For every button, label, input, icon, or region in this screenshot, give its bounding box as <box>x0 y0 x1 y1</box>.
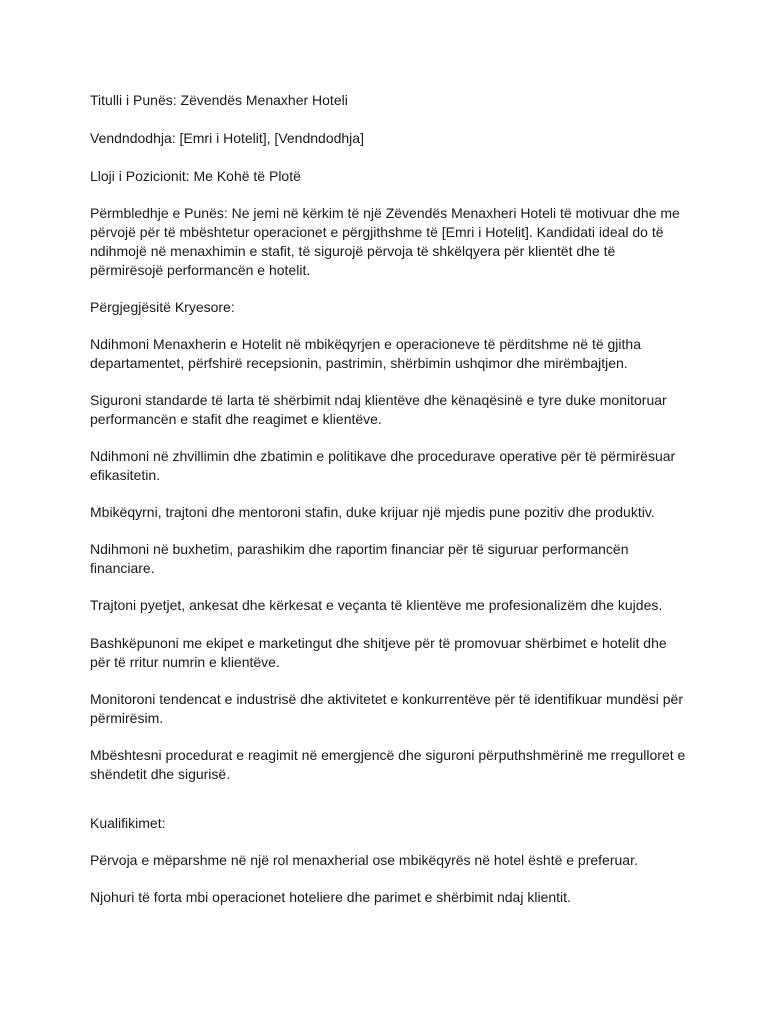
responsibility-item: Trajtoni pyetjet, ankesat dhe kërkesat e veçanta të klientëve me profesionalizëm dhe kujdes. <box>90 597 663 613</box>
document-page <box>90 91 690 907</box>
position-type-line: Lloji i Pozicionit: Me Kohë të Plotë <box>90 168 301 184</box>
job-title-line: Titulli i Punës: Zëvendës Menaxher Hoteli <box>90 92 348 108</box>
qualification-item: Përvoja e mëparshme në një rol menaxherial ose mbikëqyrës në hotel është e preferuar. <box>90 852 638 868</box>
responsibility-item: Siguroni standarde të larta të shërbimit ndaj klientëve dhe kënaqësinë e tyre duke monitoruar performancën e stafit dhe reagimet e klientëve. <box>90 392 667 427</box>
qualification-item: Njohuri të forta mbi operacionet hoteliere dhe parimet e shërbimit ndaj klientit. <box>90 889 571 905</box>
responsibility-item: Ndihmoni në zhvillimin dhe zbatimin e politikave dhe procedurave operative për të përmirësuar efikasitetin. <box>90 448 676 483</box>
responsibility-item: Mbështesni procedurat e reagimit në emergjencë dhe siguroni përputhshmërinë me rregulloret e shëndetit dhe sigurisë. <box>90 747 686 782</box>
job-summary: Përmbledhje e Punës: Ne jemi në kërkim të një Zëvendës Menaxheri Hoteli të motivuar dhe me përvojë për të mbështetur operacionet e përgjithshme të [Emri i Hotelit]. Kandidati ideal do të ndihmojë në menaxhimin e stafit, të sigurojë përvoja të shkëlqyera për klientët dhe të përmirësojë performancën e hotelit. <box>90 205 680 278</box>
responsibility-item: Ndihmoni Menaxherin e Hotelit në mbikëqyrjen e operacioneve të përditshme në të gjitha departamentet, përfshirë recepsionin, pastrimin, shërbimin ushqimor dhe mirëmbajtjen. <box>90 336 641 371</box>
responsibilities-heading: Përgjegjësitë Kryesore: <box>90 299 235 315</box>
qualifications-heading: Kualifikimet: <box>90 815 166 831</box>
responsibility-item: Ndihmoni në buxhetim, parashikim dhe raportim financiar për të siguruar performancën financiare. <box>90 541 629 576</box>
location-line: Vendndodhja: [Emri i Hotelit], [Vendndodhja] <box>90 130 364 146</box>
responsibility-item: Mbikëqyrni, trajtoni dhe mentoroni stafin, duke krijuar një mjedis pune pozitiv dhe produktiv. <box>90 504 655 520</box>
responsibility-item: Monitoroni tendencat e industrisë dhe aktivitetet e konkurrentëve për të identifikuar mundësi për përmirësim. <box>90 691 684 726</box>
responsibility-item: Bashkëpunoni me ekipet e marketingut dhe shitjeve për të promovuar shërbimet e hotelit dhe për të rritur numrin e klientëve. <box>90 635 667 670</box>
